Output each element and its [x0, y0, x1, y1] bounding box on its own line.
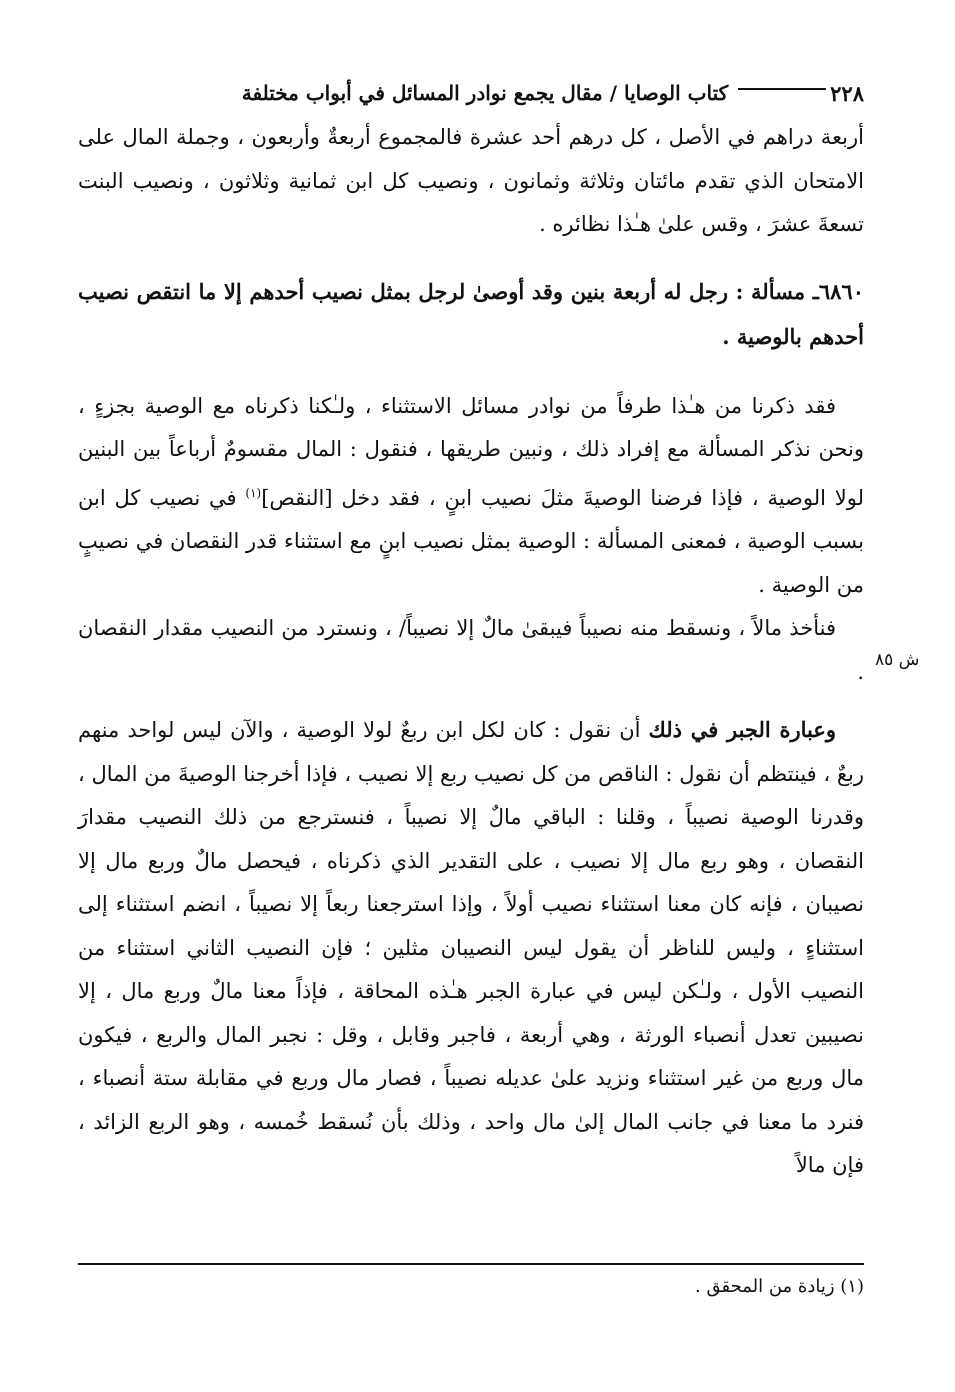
paragraph-1: أربعة دراهم في الأصل ، كل درهم أحد عشرة فالمجموع أربعةٌ وأربعون ، وجملة المال على الامتحان الذي تقدم مائتان وثلاثة وثمانون ، ونصيب كل ابن ثمانية وثلاثون ، ونصيب البنت تسعةَ عشرَ ، وقس علىٰ هـٰذا نظائره .: [78, 125, 864, 236]
masala-heading: ٦٨٦٠ـ مسألة : رجل له أربعة بنين وقد أوصىٰ لرجل بمثل نصيب أحدهم إلا ما انتقص نصيب أحدهم بالوصية .: [78, 278, 864, 349]
spacer: [78, 694, 864, 708]
header-rule: [738, 88, 826, 90]
running-title: كتاب الوصايا / مقال يجمع نوادر المسائل في أبواب مختلفة: [241, 81, 729, 105]
paragraph-4: [78, 708, 864, 1188]
page-body: [78, 70, 864, 1370]
paragraph-4-lead: وعبارة الجبر في ذلك: [648, 717, 837, 742]
manuscript-folio-note: ش ٨٥: [875, 650, 920, 670]
paragraph-3: فنأخذ مالاً ، ونسقط منه نصيباً فيبقىٰ مالٌ إلا نصيباً/ ، ونسترد من النصيب مقدار النقصان .: [78, 616, 864, 684]
footnote-reference[interactable]: (١): [245, 485, 262, 500]
paragraph-2-part-b: في نصيب كل ابن بسبب الوصية ، فمعنى المسألة : الوصية بمثل نصيب ابنٍ مع استثناء قدر النقصان في نصيبٍ من الوصية .: [78, 485, 865, 597]
paragraph-2-part-a: فقد ذكرنا من هـٰذا طرفاً من نوادر مسائل الاستثناء ، ولـٰكنا ذكرناه مع الوصية بجزءٍ ، ونحن نذكر المسألة مع إفراد ذلك ، ونبين طريقها ، فنقول : المال مقسومٌ أرباعاً بين البنين لولا الوصية ، فإذا فرضنا الوصيةَ مثلَ نصيب ابنٍ ، فقد دخل [النقص]: [78, 393, 864, 510]
paragraph-4-body: أن نقول : كان لكل ابن ربعٌ لولا الوصية ، والآن ليس لواحد منهم ربعٌ ، فينتظم أن نقول : الناقص من كل نصيب ربع إلا نصيب ، فإذا أخرجنا الوصيةَ من المال ، وقدرنا الوصية نصيباً ، وقلنا : الباقي مالٌ إلا نصيباً ، فنسترجع من ذلك النصيب مقدارَ النقصان ، وهو ربع مال إلا نصيب ، على التقدير الذي ذكرناه ، فيحصل مالٌ وربع مال إلا نصيبان ، فإنه كان معنا استثناء نصيب أولاً ، وإذا استرجعنا ربعاً إلا نصيباً ، انضم استثناء إلى استثناءٍ ، وليس للناظر أن يقول ليس النصيبان مثلين ؛ فإن النصيب الثاني استثناء من النصيب الأول ، ولـٰكن ليس في عبارة الجبر هـٰذه المحاقة ، فإذاً معنا مالٌ وربع مال ، إلا نصيبين تعدل أنصباء الورثة ، وهي أربعة ، فاجبر وقابل ، وقل : نجبر المال والربع ، فيكون مال وربع من غير استثناء ونزيد علىٰ عديله نصيباً ، فصار مال وربع في مقابلة ستة أنصباء ، فنرد ما معنا في جانب المال إلىٰ مال واحد ، وذلك بأن نُسقط خُمسه ، وهو الربع الزائد ، فإن مالاً: [78, 718, 865, 1177]
running-header: [78, 70, 864, 116]
footnote-separator: [78, 1263, 864, 1265]
spacer: [78, 359, 864, 385]
footnote: (١) زيادة من المحقق .: [695, 1276, 864, 1297]
page-number: ٢٢٨: [830, 80, 864, 106]
paragraph-2: [78, 385, 864, 608]
